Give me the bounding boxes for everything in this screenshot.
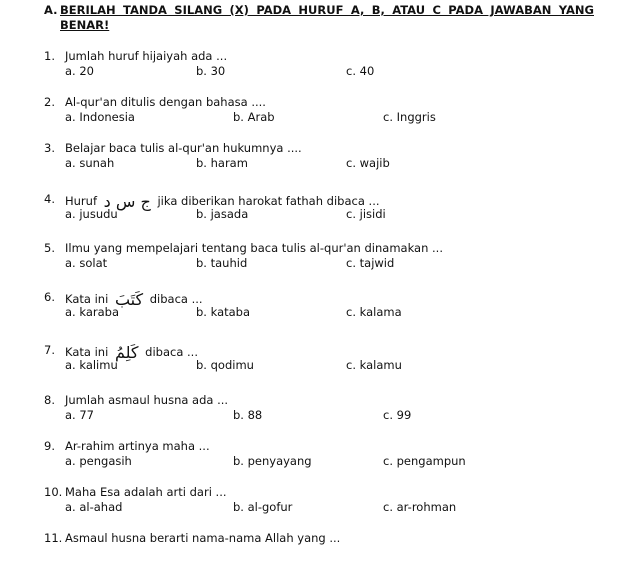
question-prompt-continued: dibaca ... xyxy=(145,345,198,359)
question-text xyxy=(65,95,266,109)
answer-option-b[interactable]: b. tauhid xyxy=(196,256,248,270)
answer-option-c[interactable]: c. Inggris xyxy=(383,110,436,124)
arabic-text: كَتَبَ xyxy=(114,290,144,309)
question-prompt: Ar-rahim artinya maha ... xyxy=(65,439,210,453)
answer-option-c[interactable]: c. jisidi xyxy=(346,207,386,221)
question-text xyxy=(65,485,227,499)
question-number: 1. xyxy=(44,49,55,63)
question-number: 10. xyxy=(44,485,63,499)
question-number: 5. xyxy=(44,241,55,255)
answer-option-a[interactable]: a. Indonesia xyxy=(65,110,135,124)
question-2 xyxy=(44,95,604,129)
question-text xyxy=(65,439,210,453)
answer-option-a[interactable]: a. pengasih xyxy=(65,454,132,468)
question-10 xyxy=(44,485,604,519)
question-number: 8. xyxy=(44,393,55,407)
question-text xyxy=(65,393,228,407)
question-prompt: Jumlah huruf hijaiyah ada ... xyxy=(65,49,228,63)
answer-option-a[interactable]: a. jusudu xyxy=(65,207,118,221)
question-number: 4. xyxy=(44,192,55,206)
question-prompt: Kata ini xyxy=(65,345,109,359)
question-prompt: Maha Esa adalah arti dari ... xyxy=(65,485,227,499)
instruction-line-2: BENAR! xyxy=(60,18,110,32)
question-prompt: Al-qur'an ditulis dengan bahasa .... xyxy=(65,95,266,109)
answer-option-c[interactable]: c. ar-rohman xyxy=(383,500,457,514)
question-4 xyxy=(44,192,604,226)
question-prompt: Ilmu yang mempelajari tentang baca tulis al-qur'an dinamakan ... xyxy=(65,241,443,255)
question-7 xyxy=(44,343,604,377)
question-number: 2. xyxy=(44,95,55,109)
answer-option-c[interactable]: c. wajib xyxy=(346,156,390,170)
question-number: 11. xyxy=(44,531,63,545)
answer-option-c[interactable]: c. 99 xyxy=(383,408,412,422)
arabic-text: كَلِمُ xyxy=(114,343,139,362)
answer-option-c[interactable]: c. kalama xyxy=(346,305,402,319)
question-prompt: Belajar baca tulis al-qur'an hukumnya .... xyxy=(65,141,302,155)
question-text xyxy=(65,531,340,545)
instruction-line-1: BERILAH TANDA SILANG (X) PADA HURUF A, B, ATAU C PADA JAWABAN YANG xyxy=(60,3,594,17)
question-5 xyxy=(44,241,604,275)
question-6 xyxy=(44,290,604,324)
answer-option-a[interactable]: a. 77 xyxy=(65,408,94,422)
answer-option-a[interactable]: a. solat xyxy=(65,256,108,270)
question-prompt-continued: dibaca ... xyxy=(149,292,203,306)
answer-option-b[interactable]: b. jasada xyxy=(196,207,249,221)
question-number: 3. xyxy=(44,141,55,155)
question-prompt: Huruf xyxy=(65,194,98,208)
answer-option-b[interactable]: b. penyayang xyxy=(233,454,312,468)
question-3 xyxy=(44,141,604,175)
question-number: 6. xyxy=(44,290,55,304)
arabic-text: ج س د xyxy=(103,192,151,211)
question-number: 7. xyxy=(44,343,55,357)
question-text xyxy=(65,141,302,155)
answer-option-c[interactable]: c. 40 xyxy=(346,64,375,78)
answer-option-c[interactable]: c. tajwid xyxy=(346,256,395,270)
question-prompt: Asmaul husna berarti nama-nama Allah yang ... xyxy=(65,531,341,545)
answer-option-b[interactable]: b. 88 xyxy=(233,408,263,422)
answer-option-b[interactable]: b. Arab xyxy=(233,110,275,124)
answer-option-b[interactable]: b. kataba xyxy=(196,305,251,319)
answer-option-a[interactable]: a. sunah xyxy=(65,156,115,170)
question-11 xyxy=(44,531,604,565)
question-prompt: Jumlah asmaul husna ada ... xyxy=(65,393,229,407)
question-number: 9. xyxy=(44,439,55,453)
question-1 xyxy=(44,49,604,83)
answer-option-b[interactable]: b. haram xyxy=(196,156,248,170)
question-text xyxy=(65,49,227,63)
question-text xyxy=(65,241,443,255)
question-9 xyxy=(44,439,604,473)
answer-option-a[interactable]: a. 20 xyxy=(65,64,94,78)
question-prompt: Kata ini xyxy=(65,292,109,306)
answer-option-b[interactable]: b. al-gofur xyxy=(233,500,293,514)
answer-option-b[interactable]: b. qodimu xyxy=(196,358,254,372)
answer-option-c[interactable]: c. pengampun xyxy=(383,454,466,468)
answer-option-a[interactable]: a. kalimu xyxy=(65,358,118,372)
question-prompt-continued: jika diberikan harokat fathah dibaca ... xyxy=(157,194,380,208)
answer-option-a[interactable]: a. karaba xyxy=(65,305,119,319)
answer-option-b[interactable]: b. 30 xyxy=(196,64,226,78)
section-letter: A. xyxy=(44,3,58,17)
question-8 xyxy=(44,393,604,427)
answer-option-c[interactable]: c. kalamu xyxy=(346,358,402,372)
answer-option-a[interactable]: a. al-ahad xyxy=(65,500,123,514)
